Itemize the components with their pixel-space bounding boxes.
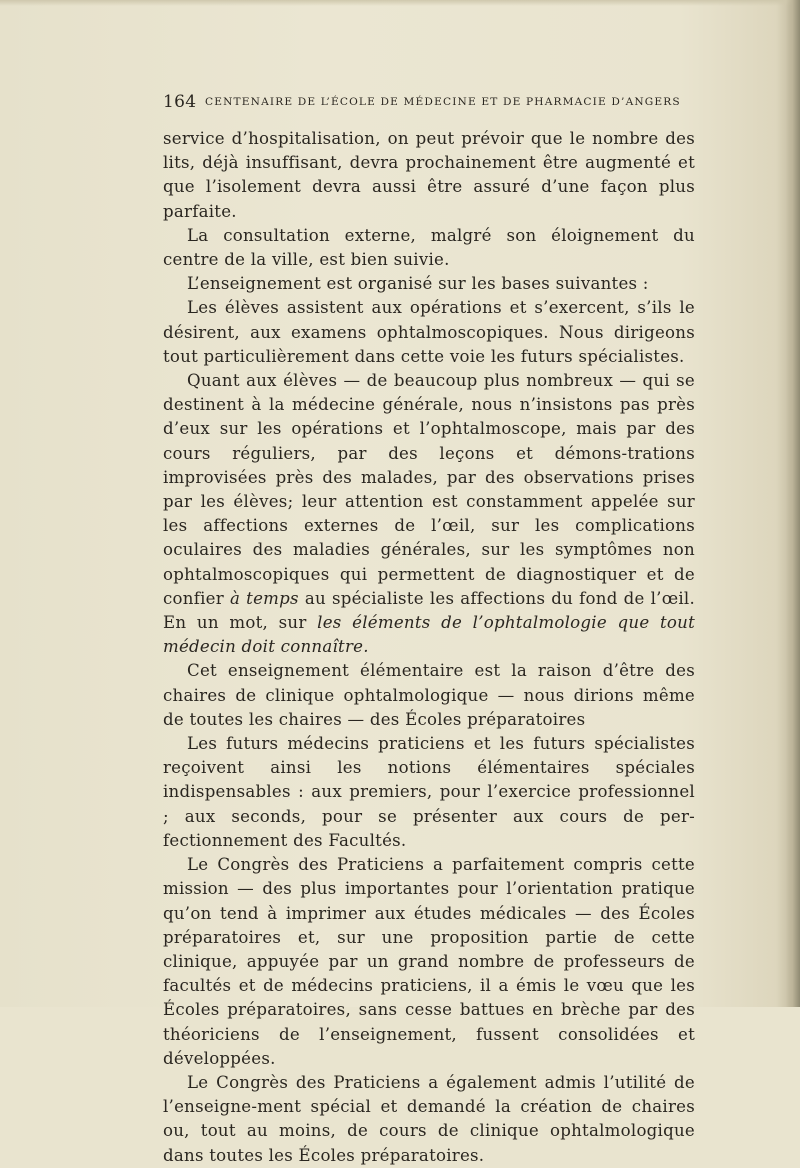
body-text bbox=[163, 127, 695, 1168]
paragraph-8: Le Congrès des Praticiens a parfaitement compris cette mission — des plus importantes pour l’orientation pratique qu’on tend à imprimer aux études médicales — des Écoles préparatoires et, sur une proposition partie de cette clinique, appuyée par un grand nombre de professeurs de facultés et de médecins praticiens, il a émis le vœu que les Écoles préparatoires, sans cesse battues en brèche par des théoriciens de l’enseignement, fussent consolidées et développées. bbox=[163, 855, 695, 1068]
paragraph-3: L’enseignement est organisé sur les bases suivantes : bbox=[187, 274, 649, 294]
paragraph-2: La consultation externe, malgré son éloignement du centre de la ville, est bien suivie. bbox=[163, 225, 695, 270]
paragraph-5-text-a: Quant aux élèves — de beaucoup plus nombreux — qui se destinent à la médecine générale, nous n’insistons pas près d’eux sur les opérations et l’ophtalmoscope, mais par des cours réguliers, par des leçons et démons-trations improvisées près des malades, par des observations prises par les élèves; leur attention est constamment appelée sur les affections externes de l’œil, sur les complications oculaires des maladies générales, sur les symptômes non ophtalmoscopiques qui permettent de diagnostiquer et de confier bbox=[163, 371, 695, 608]
paragraph-5-italic-b: les éléments de l’ophtalmologie que tout médecin doit connaître. bbox=[163, 613, 696, 657]
running-head: CENTENAIRE DE L’ÉCOLE DE MÉDECINE ET DE PHARMACIE D’ANGERS bbox=[205, 96, 681, 108]
paragraph-1: service d’hospitalisation, on peut prévoir que le nombre des lits, déjà insuffisant, devra prochainement être augmenté et que l’isolement devra aussi être assuré d’une façon plus parfaite. bbox=[163, 129, 695, 221]
paragraph-5-italic-a: à temps bbox=[229, 588, 299, 608]
paragraph-5 bbox=[163, 369, 695, 659]
paragraph-5-text-b: au spécialiste les affections du fond de l’œil. En un mot, sur bbox=[163, 588, 695, 633]
paragraph-7: Les futurs médecins praticiens et les futurs spécialistes reçoivent ainsi les notions élémentaires spéciales indispensables : aux premiers, pour l’exercice professionnel ; aux seconds, pour se présenter aux cours de per-fectionnement des Facultés. bbox=[163, 734, 695, 850]
page-binding-edge bbox=[786, 0, 800, 1007]
paragraph-4: Les élèves assistent aux opérations et s’exercent, s’ils le désirent, aux examens ophtalmoscopiques. Nous dirigeons tout particulièrement dans cette voie les futurs spécialistes. bbox=[163, 298, 695, 366]
paragraph-9: Le Congrès des Praticiens a également admis l’utilité de l’enseigne-ment spécial et demandé la création de chaires ou, tout au moins, de cours de clinique ophtalmologique dans toutes les Écoles préparatoires. bbox=[163, 1072, 695, 1165]
page-header bbox=[163, 92, 681, 114]
page-top-shadow bbox=[0, 0, 800, 6]
paragraph-6: Cet enseignement élémentaire est la raison d’être des chaires de clinique ophtalmologique — nous dirions même de toutes les chaires — des Écoles préparatoires bbox=[163, 661, 695, 729]
page-number: 164 bbox=[163, 92, 197, 112]
